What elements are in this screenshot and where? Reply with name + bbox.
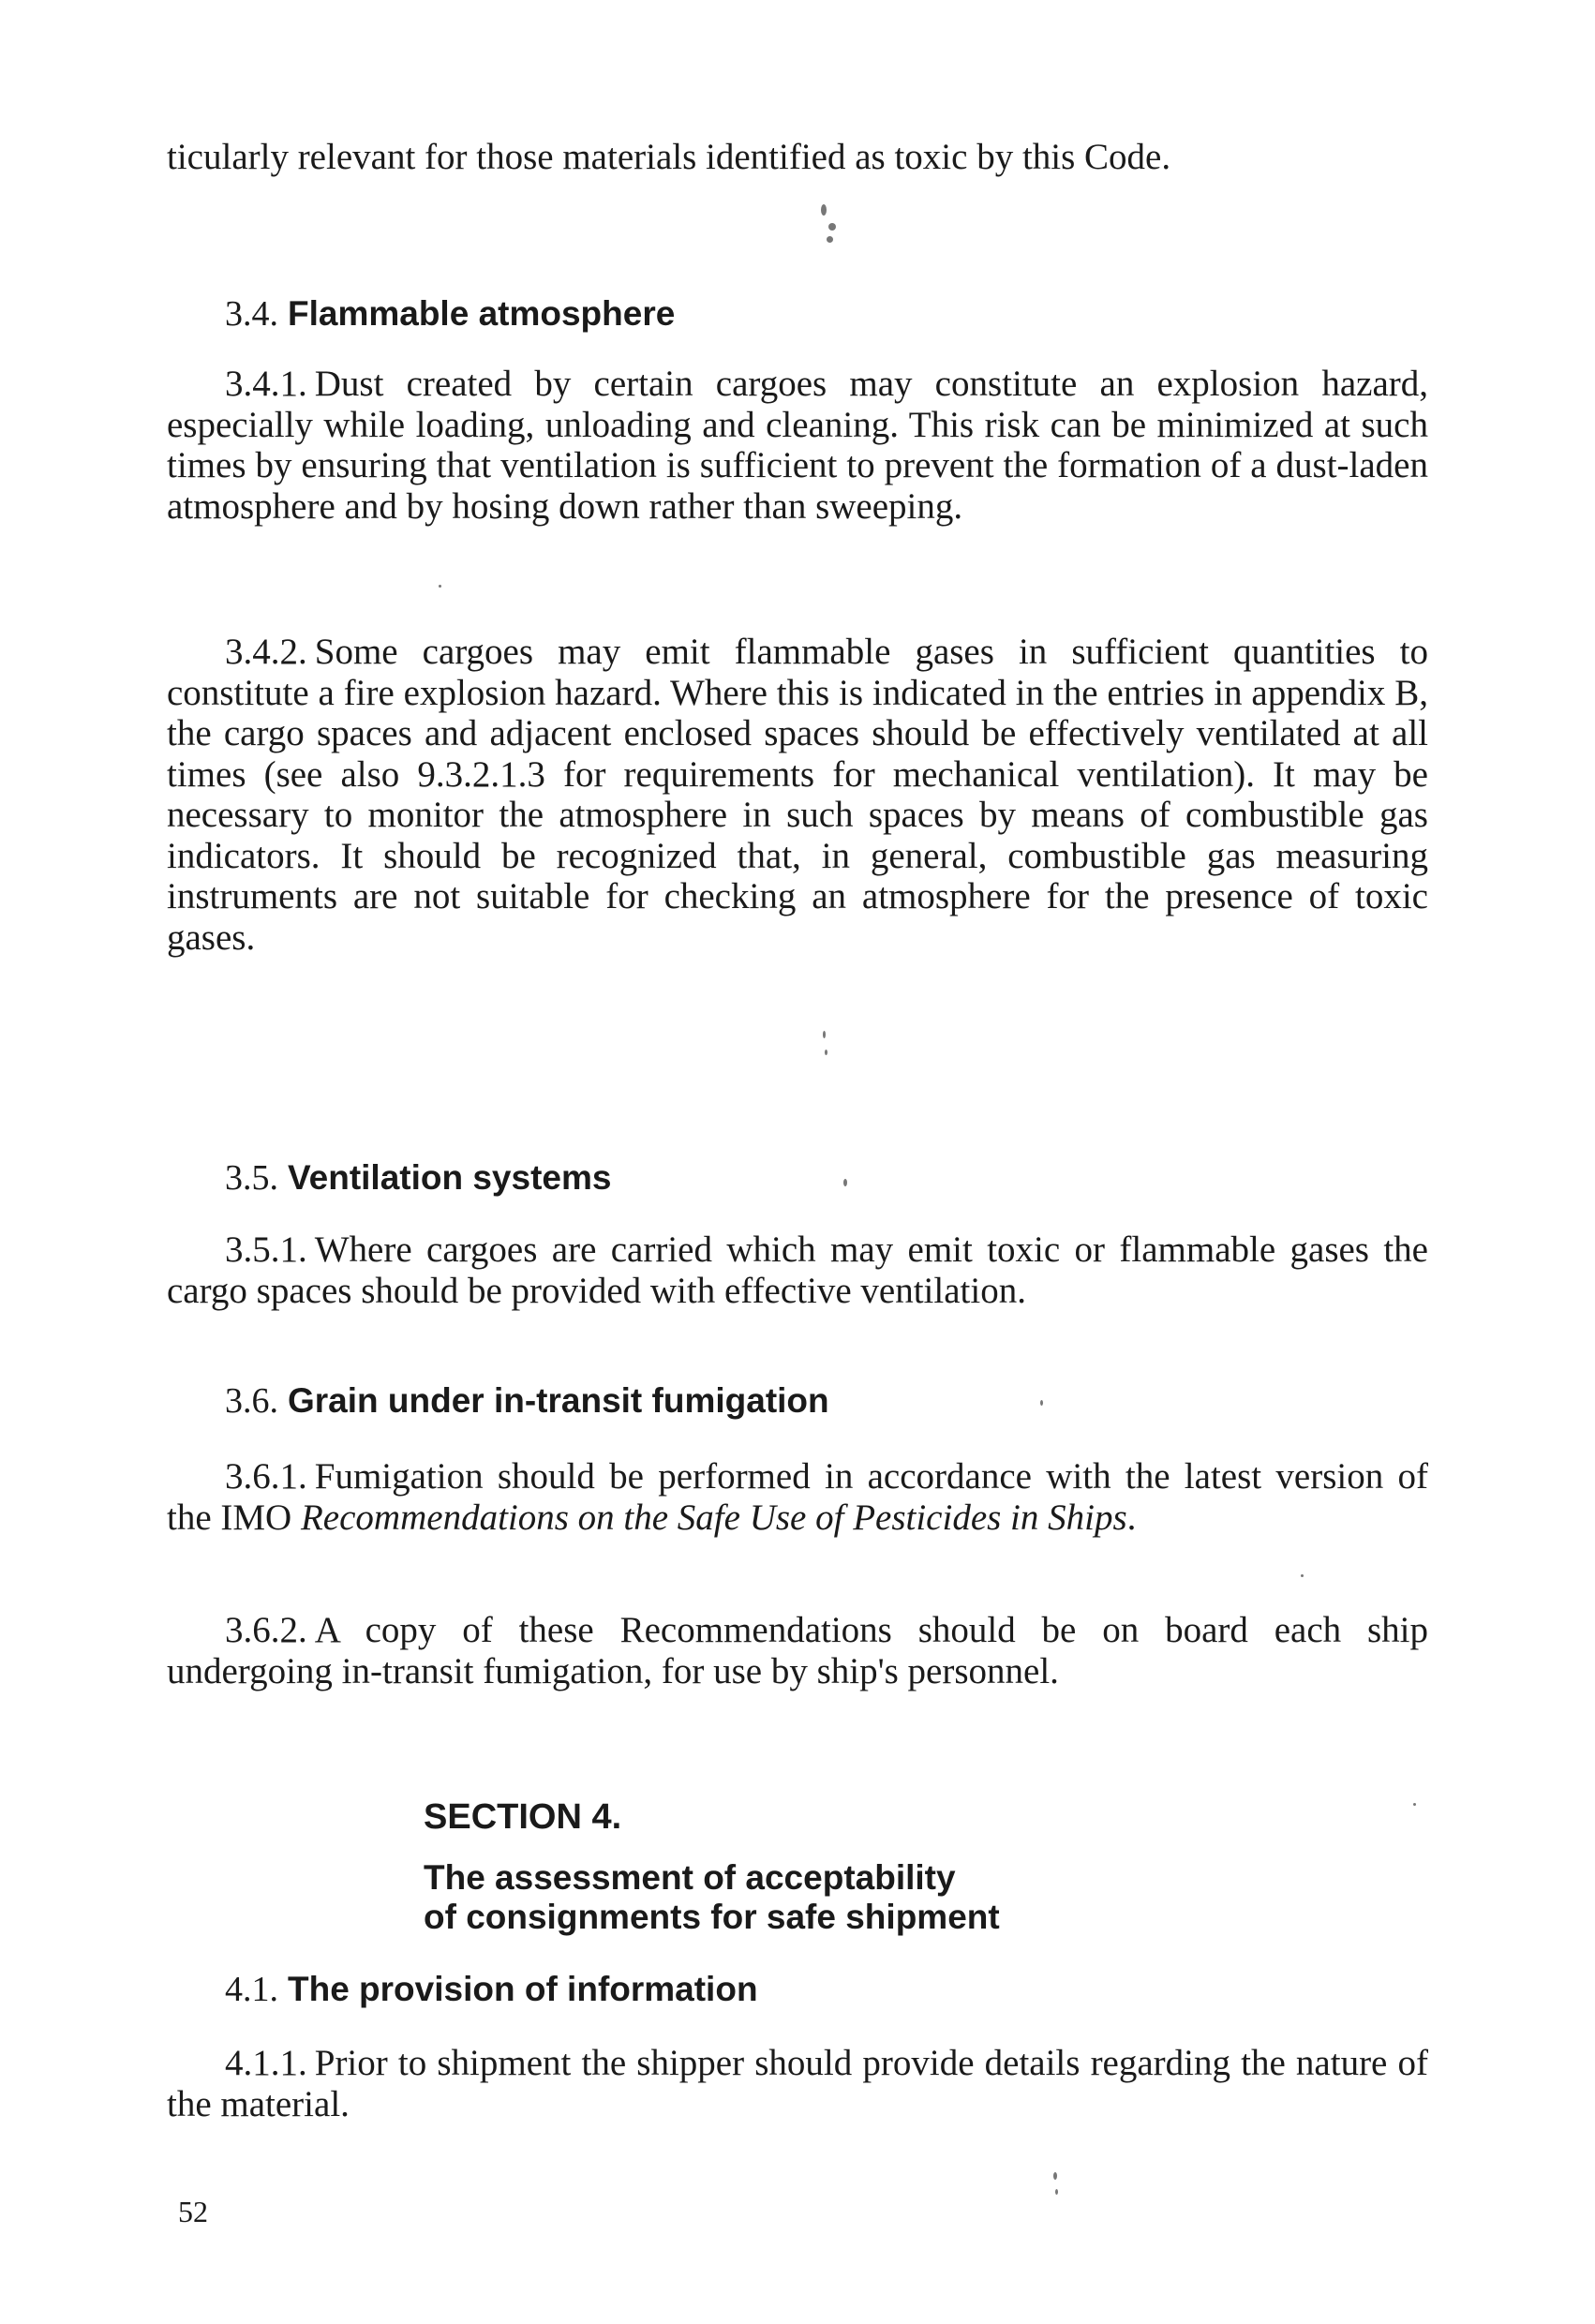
paragraph-number: 4.1.1. xyxy=(225,2043,307,2083)
page-number: 52 xyxy=(178,2195,208,2228)
paragraph-3-4-2 xyxy=(167,632,1428,958)
heading-3-6 xyxy=(225,1381,829,1421)
paragraph-text: A copy of these Recommendations should be on board each ship undergoing in-transit fumigation, for use by ship's personnel. xyxy=(167,1610,1428,1691)
heading-number: 4.1. xyxy=(225,1970,278,2009)
scan-speck xyxy=(821,204,827,216)
scan-speck xyxy=(843,1179,847,1186)
heading-title: Ventilation systems xyxy=(288,1158,612,1197)
heading-number: 3.5. xyxy=(225,1158,278,1198)
heading-title: Flammable atmosphere xyxy=(288,294,676,333)
paragraph-number: 3.5.1. xyxy=(225,1229,307,1270)
heading-3-5 xyxy=(225,1158,611,1198)
paragraph-3-5-1 xyxy=(167,1229,1428,1311)
paragraph-3-6-1: 3.6.1. Fumigation should be performed in accordance with the latest version of the IMO Recommendations on the Safe Use of Pesticides in Ships. xyxy=(167,1456,1428,1538)
section-4-subtitle-line2: of consignments for safe shipment xyxy=(424,1898,1000,1936)
paragraph-4-1-1 xyxy=(167,2043,1428,2124)
scan-speck xyxy=(1413,1803,1416,1806)
paragraph-text: Prior to shipment the shipper should provide details regarding the nature of the material. xyxy=(167,2043,1428,2124)
paragraph-text: Dust created by certain cargoes may constitute an explosion hazard, especially while loading, unloading and cleaning. This risk can be minimized at such times by ensuring that ventilation is sufficient to prevent the formation of a dust-laden atmosphere and by hosing down rather than sweeping. xyxy=(167,364,1428,527)
heading-number: 3.6. xyxy=(225,1381,278,1421)
scan-speck xyxy=(1055,2189,1058,2195)
scan-speck xyxy=(828,223,836,231)
paragraph-number: 3.6.2. xyxy=(225,1610,307,1650)
section-4-label: SECTION 4. xyxy=(424,1797,622,1837)
scan-speck xyxy=(825,1050,827,1055)
paragraph-3-6-2 xyxy=(167,1610,1428,1691)
scan-speck xyxy=(827,236,833,243)
heading-4-1 xyxy=(225,1970,758,2009)
paragraph-number: 3.4.1. xyxy=(225,364,307,404)
scan-speck xyxy=(1301,1574,1304,1577)
heading-number: 3.4. xyxy=(225,294,278,334)
paragraph-number: 3.6.1. xyxy=(225,1456,307,1497)
heading-3-4 xyxy=(225,294,675,334)
paragraph-text: Some cargoes may emit flammable gases in sufficient quantities to constitute a fire explosion hazard. Where this is indicated in the entries in appendix B, the cargo spaces and adjacent enclosed spaces should be effectively ventilated at all times (see also 9.3.2.1.3 for requirements for mechanical ventilation). It may be necessary to monitor the atmosphere in such spaces by means of combustible gas indicators. It should be recognized that, in general, combustible gas measuring instruments are not suitable for checking an atmosphere for the presence of toxic gases. xyxy=(167,632,1428,958)
publication-title: Recommendations on the Safe Use of Pesticides in Ships xyxy=(300,1497,1127,1538)
heading-title: The provision of information xyxy=(288,1970,758,2008)
scan-speck xyxy=(1040,1400,1043,1406)
section-4-subtitle-line1: The assessment of acceptability xyxy=(424,1858,956,1897)
continuation-line: ticularly relevant for those materials identified as toxic by this Code. xyxy=(167,137,1171,177)
scan-speck xyxy=(1053,2172,1057,2180)
paragraph-text: Fumigation should be performed in accordance with the latest version of the IMO xyxy=(167,1456,1428,1538)
paragraph-3-4-1 xyxy=(167,364,1428,527)
scan-speck xyxy=(439,585,441,588)
paragraph-number: 3.4.2. xyxy=(225,632,307,672)
scan-speck xyxy=(823,1031,826,1038)
heading-title: Grain under in-transit fumigation xyxy=(288,1381,829,1420)
paragraph-text: Where cargoes are carried which may emit toxic or flammable gases the cargo spaces should be provided with effective ventilation. xyxy=(167,1229,1428,1311)
